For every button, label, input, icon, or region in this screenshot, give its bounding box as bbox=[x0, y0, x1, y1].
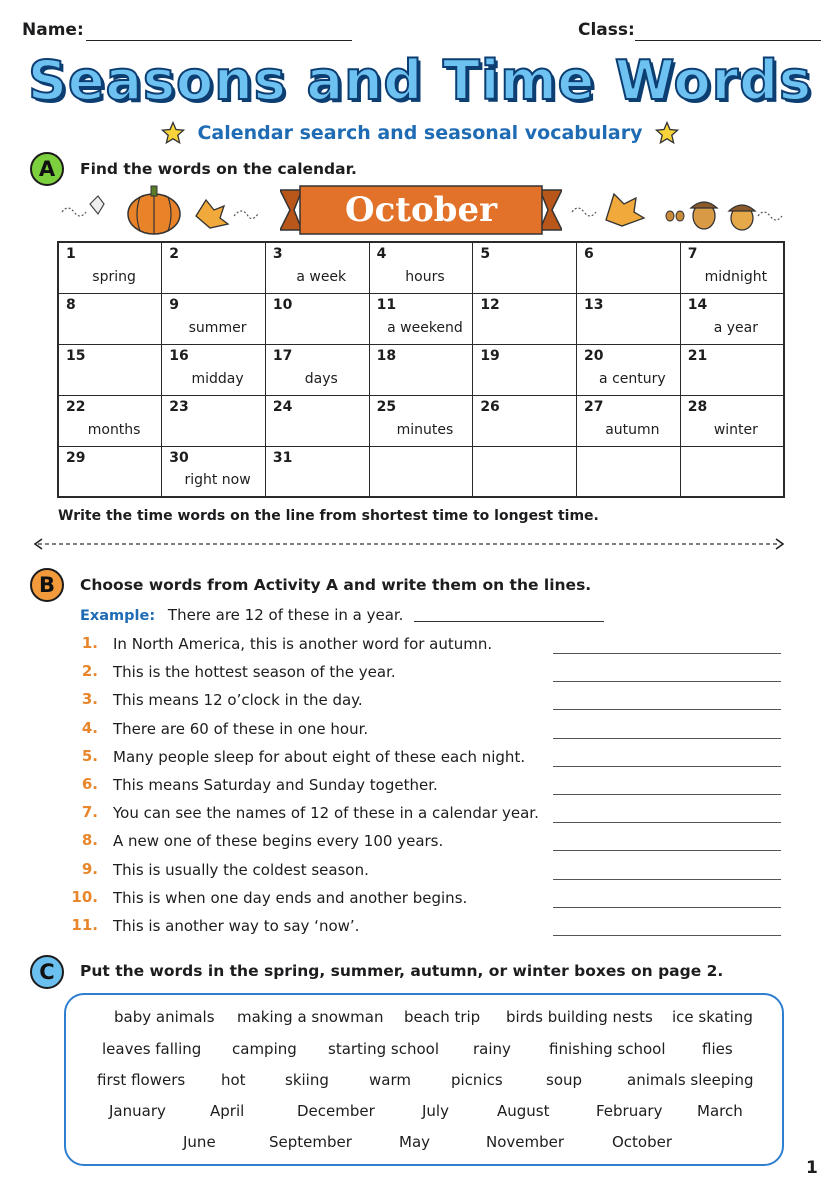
word-bank-item[interactable]: beach trip bbox=[404, 1008, 481, 1026]
word-bank-item[interactable]: February bbox=[596, 1102, 663, 1120]
question-number: 1. bbox=[81, 634, 98, 652]
calendar-word: a century bbox=[599, 370, 666, 387]
answer-line[interactable] bbox=[553, 766, 781, 767]
question-number: 3. bbox=[81, 690, 98, 709]
double-arrow-icon[interactable] bbox=[32, 535, 786, 553]
example-row bbox=[80, 606, 604, 624]
calendar-day bbox=[369, 293, 473, 344]
word-bank-item[interactable]: warm bbox=[369, 1071, 411, 1089]
question-item bbox=[70, 719, 790, 747]
calendar-day bbox=[369, 344, 473, 395]
section-b-title: Choose words from Activity A and write them on the lines. bbox=[80, 576, 592, 594]
calendar-word: a week bbox=[296, 268, 347, 285]
calendar-day bbox=[680, 446, 784, 497]
calendar-grid bbox=[57, 241, 785, 498]
answer-line[interactable] bbox=[553, 850, 781, 851]
question-item bbox=[70, 690, 790, 718]
question-item bbox=[70, 634, 790, 662]
answer-line[interactable] bbox=[553, 822, 781, 823]
question-item bbox=[70, 803, 790, 831]
calendar-word: minutes bbox=[396, 421, 454, 438]
page-number: 1 bbox=[806, 1158, 818, 1178]
word-bank-item[interactable]: October bbox=[612, 1133, 673, 1151]
answer-line[interactable] bbox=[553, 935, 781, 936]
calendar-day bbox=[369, 395, 473, 446]
calendar-day bbox=[265, 344, 369, 395]
word-bank-row bbox=[66, 1102, 786, 1126]
day-number: 5 bbox=[480, 246, 491, 262]
word-bank-item[interactable]: camping bbox=[232, 1040, 297, 1058]
leaf-icon bbox=[606, 194, 644, 226]
question-text: This means Saturday and Sunday together. bbox=[113, 775, 438, 794]
day-number: 19 bbox=[480, 347, 500, 364]
question-text: This is another way to say ‘now’. bbox=[113, 916, 360, 935]
day-number: 8 bbox=[66, 296, 76, 313]
word-bank-item[interactable]: May bbox=[399, 1133, 431, 1151]
question-item bbox=[70, 662, 790, 690]
calendar-day bbox=[680, 395, 784, 446]
calendar-week bbox=[58, 395, 784, 446]
answer-line[interactable] bbox=[553, 907, 781, 908]
day-number: 4 bbox=[376, 246, 387, 262]
question-item bbox=[70, 860, 790, 888]
word-bank-item[interactable]: rainy bbox=[473, 1040, 511, 1058]
calendar-day bbox=[473, 344, 577, 395]
day-number: 23 bbox=[169, 398, 189, 415]
answer-line[interactable] bbox=[553, 738, 781, 739]
answer-line[interactable] bbox=[553, 709, 781, 710]
header-row bbox=[22, 20, 822, 44]
calendar-word: winter bbox=[713, 421, 758, 438]
calendar-day bbox=[58, 446, 162, 497]
day-number: 27 bbox=[584, 398, 604, 415]
day-number: 7 bbox=[687, 246, 698, 262]
word-bank-item[interactable]: first flowers bbox=[97, 1071, 186, 1089]
word-bank-item[interactable]: skiing bbox=[285, 1071, 329, 1089]
day-number: 30 bbox=[169, 449, 189, 466]
day-number: 20 bbox=[584, 347, 604, 364]
calendar-day bbox=[162, 344, 266, 395]
question-item bbox=[70, 747, 790, 775]
word-bank-item[interactable]: December bbox=[297, 1102, 375, 1120]
section-c-badge: C bbox=[30, 955, 64, 989]
day-number: 6 bbox=[584, 246, 594, 262]
calendar-day bbox=[577, 344, 681, 395]
calendar-day bbox=[265, 446, 369, 497]
calendar-week bbox=[58, 344, 784, 395]
word-bank bbox=[64, 993, 784, 1166]
calendar-day bbox=[162, 293, 266, 344]
question-text: This is usually the coldest season. bbox=[113, 860, 369, 879]
calendar-word: spring bbox=[92, 268, 136, 285]
day-number: 28 bbox=[687, 398, 708, 415]
name-line[interactable] bbox=[86, 40, 352, 41]
day-number: 9 bbox=[169, 296, 179, 313]
question-item bbox=[70, 916, 790, 944]
question-number: 8. bbox=[81, 831, 98, 850]
question-list bbox=[70, 634, 790, 944]
question-number: 2. bbox=[81, 662, 98, 681]
word-bank-item[interactable]: January bbox=[109, 1102, 166, 1120]
word-bank-row bbox=[66, 1040, 786, 1064]
calendar-week bbox=[58, 242, 784, 293]
day-number: 15 bbox=[66, 347, 86, 364]
calendar-word: hours bbox=[405, 268, 445, 285]
calendar-word: midday bbox=[191, 370, 244, 387]
day-number: 18 bbox=[376, 347, 397, 364]
calendar-day bbox=[58, 395, 162, 446]
example-answer-line[interactable] bbox=[414, 621, 604, 622]
day-number: 21 bbox=[687, 347, 708, 364]
question-text: In North America, this is another word for autumn. bbox=[113, 635, 493, 653]
leaf-icon bbox=[90, 196, 104, 214]
answer-line[interactable] bbox=[553, 653, 781, 654]
calendar-day bbox=[265, 395, 369, 446]
question-text: You can see the names of 12 of these in a calendar year. bbox=[113, 804, 539, 823]
question-number: 11. bbox=[71, 915, 98, 934]
calendar-word: right now bbox=[184, 472, 251, 488]
calendar-word: a weekend bbox=[387, 319, 463, 336]
day-number: 22 bbox=[66, 398, 86, 415]
example-label: Example: bbox=[80, 608, 156, 624]
calendar-day bbox=[58, 242, 162, 293]
subtitle-row bbox=[0, 118, 840, 148]
acorn-icon bbox=[666, 202, 755, 230]
day-number: 3 bbox=[272, 246, 283, 262]
calendar-word: days bbox=[304, 370, 338, 387]
month-title: October bbox=[344, 190, 498, 230]
word-bank-item[interactable]: birds building nests bbox=[506, 1008, 653, 1026]
day-number: 26 bbox=[480, 398, 500, 415]
section-a-badge: A bbox=[30, 152, 64, 186]
section-c-title: Put the words in the spring, summer, autumn, or winter boxes on page 2. bbox=[80, 962, 724, 980]
calendar-week bbox=[58, 446, 784, 497]
section-a-title: Find the words on the calendar. bbox=[80, 160, 357, 178]
example-text: There are 12 of these in a year. bbox=[167, 606, 404, 624]
question-number: 6. bbox=[81, 774, 98, 793]
day-number: 14 bbox=[687, 296, 708, 313]
question-text: This means 12 o’clock in the day. bbox=[113, 691, 363, 710]
word-bank-item[interactable]: making a snowman bbox=[237, 1008, 384, 1026]
word-bank-item[interactable]: flies bbox=[702, 1040, 733, 1058]
calendar-day bbox=[265, 242, 369, 293]
calendar-instruction: Write the time words on the line from shortest time to longest time. bbox=[58, 508, 599, 524]
name-label: Name: bbox=[22, 20, 84, 40]
day-number: 10 bbox=[272, 296, 293, 313]
calendar-day bbox=[680, 344, 784, 395]
question-number: 10. bbox=[71, 887, 98, 906]
question-text: This is the hottest season of the year. bbox=[113, 663, 396, 682]
word-bank-item[interactable]: August bbox=[497, 1102, 550, 1120]
calendar-day bbox=[369, 446, 473, 497]
calendar-day bbox=[577, 446, 681, 497]
word-bank-row bbox=[66, 1008, 786, 1032]
page-subtitle: Calendar search and seasonal vocabulary bbox=[197, 122, 643, 144]
calendar-day bbox=[369, 242, 473, 293]
section-b-badge: B bbox=[30, 568, 64, 602]
question-number: 9. bbox=[81, 859, 98, 878]
day-number: 31 bbox=[272, 449, 293, 466]
question-text: Many people sleep for about eight of these each night. bbox=[113, 747, 526, 766]
question-text: This is when one day ends and another begins. bbox=[113, 888, 468, 907]
question-number: 5. bbox=[81, 746, 98, 765]
calendar-day bbox=[680, 293, 784, 344]
day-number: 11 bbox=[376, 296, 397, 313]
leaf-icon bbox=[196, 200, 228, 228]
word-bank-item[interactable]: soup bbox=[546, 1071, 583, 1089]
calendar-day bbox=[473, 242, 577, 293]
calendar-week bbox=[58, 293, 784, 344]
pumpkin-icon bbox=[128, 186, 180, 234]
day-number: 12 bbox=[480, 296, 500, 313]
star-icon bbox=[655, 121, 679, 145]
word-bank-row bbox=[66, 1071, 786, 1095]
question-item bbox=[70, 775, 790, 803]
calendar-day bbox=[473, 293, 577, 344]
word-bank-item[interactable]: starting school bbox=[328, 1040, 439, 1058]
day-number: 1 bbox=[66, 246, 76, 262]
question-item bbox=[70, 831, 790, 859]
word-bank-item[interactable]: picnics bbox=[451, 1071, 503, 1089]
answer-line[interactable] bbox=[553, 879, 781, 880]
calendar-word: a year bbox=[713, 319, 758, 336]
day-number: 13 bbox=[584, 296, 604, 313]
calendar-day bbox=[58, 293, 162, 344]
calendar-day bbox=[473, 395, 577, 446]
question-number: 7. bbox=[81, 803, 98, 822]
answer-line[interactable] bbox=[553, 794, 781, 795]
calendar-banner bbox=[58, 182, 784, 238]
calendar-day bbox=[680, 242, 784, 293]
word-bank-item[interactable]: November bbox=[486, 1133, 565, 1151]
class-line[interactable] bbox=[635, 40, 821, 41]
word-bank-item[interactable]: March bbox=[697, 1102, 743, 1120]
calendar-word: autumn bbox=[605, 421, 660, 438]
calendar-day bbox=[162, 242, 266, 293]
word-bank-item[interactable]: July bbox=[422, 1102, 449, 1120]
word-bank-item[interactable]: baby animals bbox=[114, 1008, 215, 1026]
star-icon bbox=[161, 121, 185, 145]
calendar-day bbox=[473, 446, 577, 497]
calendar-day bbox=[58, 344, 162, 395]
word-bank-item[interactable]: September bbox=[269, 1133, 352, 1151]
word-bank-item[interactable]: leaves falling bbox=[102, 1040, 202, 1058]
word-bank-item[interactable]: finishing school bbox=[549, 1040, 666, 1058]
calendar-day bbox=[577, 293, 681, 344]
page-title: Seasons and Time Words bbox=[27, 49, 813, 112]
day-number: 2 bbox=[169, 246, 179, 262]
calendar-day bbox=[265, 293, 369, 344]
question-number: 4. bbox=[81, 718, 98, 737]
calendar-word: summer bbox=[188, 319, 247, 336]
word-bank-item[interactable]: animals sleeping bbox=[627, 1071, 754, 1089]
calendar-word: midnight bbox=[704, 268, 768, 285]
calendar-word: months bbox=[87, 421, 141, 438]
word-bank-row bbox=[66, 1133, 786, 1157]
calendar-day bbox=[577, 395, 681, 446]
day-number: 17 bbox=[272, 347, 293, 364]
question-item bbox=[70, 888, 790, 916]
calendar-day bbox=[162, 395, 266, 446]
day-number: 24 bbox=[272, 398, 293, 415]
answer-line[interactable] bbox=[553, 681, 781, 682]
word-bank-item[interactable]: ice skating bbox=[672, 1008, 753, 1026]
calendar-day bbox=[162, 446, 266, 497]
day-number: 25 bbox=[376, 398, 397, 415]
calendar-day bbox=[577, 242, 681, 293]
question-text: A new one of these begins every 100 years. bbox=[113, 832, 444, 851]
day-number: 29 bbox=[66, 449, 86, 466]
day-number: 16 bbox=[169, 347, 189, 364]
word-bank-item[interactable]: June bbox=[183, 1133, 216, 1151]
class-label: Class: bbox=[578, 20, 635, 40]
question-text: There are 60 of these in one hour. bbox=[113, 719, 369, 738]
word-bank-item[interactable]: April bbox=[210, 1102, 245, 1120]
word-bank-item[interactable]: hot bbox=[221, 1071, 246, 1089]
